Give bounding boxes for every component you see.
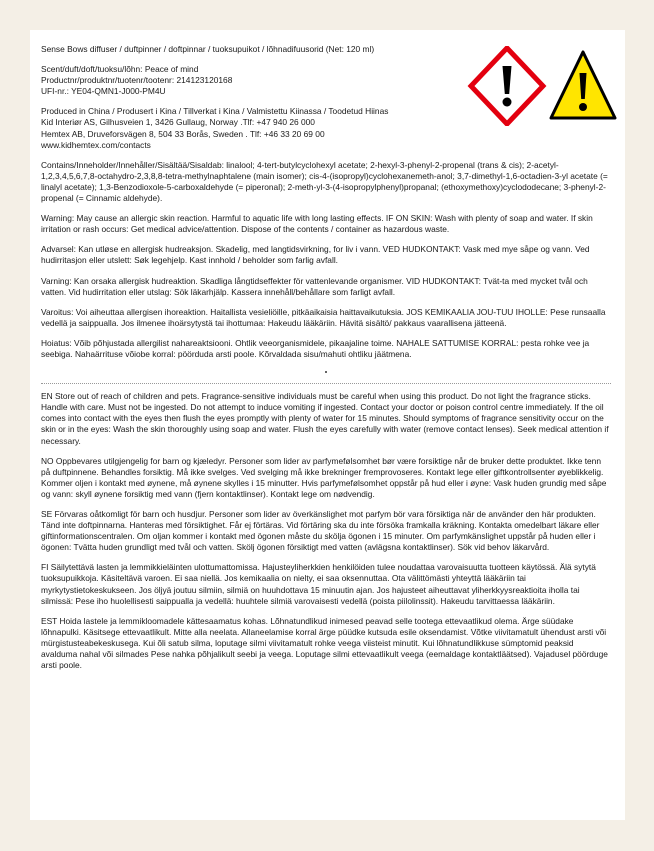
kid-address: Kid Interiør AS, Gilhusveien 1, 3426 Gullaug, Norway .Tlf: +47 940 26 000 [41, 117, 315, 128]
safety-fi: FI Säilytettävä lasten ja lemmikkieläinten ulottumattomissa. Hajusteyliherkkien henkilöiden tulee noudattaa varovaisuutta tuotteen käytössä. Älä sytytä tuoksupuikkoja. Käsiteltävä varoen. Ei saa niellä. Jos kemikaalia on nielty, ei saa oksennuttaa. Ota välittömästi yhteyttä lääkäriin tai myrkytystietokeskukseen. Jos öljyä joutuu silmiin, silmiä on huuhdottava 15 minuutin ajan. Jos hajusteet aiheuttavat yliherkkyysreaktioita iholla tai silmissä: Pese iho huolellisesti saippualla ja vedellä: huuhtele silmiä varovaisesti vedellä (poista piilolinssit). Hakeudu tarvittaessa lääkäriin. [41, 562, 596, 606]
contact-url: www.kidhemtex.com/contacts [41, 139, 151, 150]
warning-no: Advarsel: Kan utløse en allergisk hudreaksjon. Skadelig, med langtidsvirkning, for liv i vann. VED HUDKONTAKT: Vask med mye såpe og vann. Ved hudirritasjon eller utslett: Søk legehjelp. Kast innhold / beholder som farlig avfall. [41, 244, 590, 266]
product-label [30, 30, 625, 820]
hazard-pictograms [467, 46, 617, 126]
hemtex-address: Hemtex AB, Druveforsvägen 8, 504 33 Borås, Sweden . Tlf: +46 33 20 69 00 [41, 128, 325, 139]
warning-se: Varning: Kan orsaka allergisk hudreaktion. Skadliga långtidseffekter för vattenlevande organismer. VID HUDKONTAKT: Tvät-ta med mycket tvål och vatten. Vid hudirritation eller utslag: Sök läkarhjälp. Kassera innehåll/behållare som farligt avfall. [41, 275, 588, 297]
ufi-number: UFI-nr.: YE04-QMN1-J000-PM4U [41, 86, 166, 97]
safety-est: EST Hoida lastele ja lemmikloomadele kättesaamatus kohas. Lõhnatundlikud inimesed peavad selle tootega ettevaatlikud olema. Ärge süüdake lõhnapulki. Käsitsege ettevaatlikult. Mitte alla neelata. Allaneelamise korral ärge püüdke kutsuda esile oksendamist. Võtke viivitamatult ühendust arsti või mürgistusteabekeskusega. Kui õli satub silma, loputage silmi viivitamatult rohke veega viisteist minutit. Kui lõhnatundlikkuse sümptomid peaksid avalduma nahal või silmades Pese nahka põhjalikult seebi ja veega. Loputage silmi ettevaatlikult veega (eemaldage kontaktläätsed). Vajadusel pöörduge arsti poole. [41, 615, 608, 671]
safety-en: EN Store out of reach of children and pets. Fragrance-sensitive individuals must be careful when using this product. Do not light the fragrance sticks. Handle with care. Must not be ingested. Do not attempt to induce vomiting if ingested. Contact your doctor or poison control centre immediately. If the oil comes into contact with the eyes then flush the eyes promptly with plenty of water for 15 minutes. Should symptoms of fragrance sensitivity occur on the skin or in the eyes: Wash the skin thoroughly using soap and water. Flush the eyes carefully with water (remove contact lenses). Seek medical attention if necessary. [41, 391, 609, 446]
header-text [41, 44, 451, 151]
ingredients-list: Contains/Inneholder/Innehåller/Sisältää/Sisaldab: linalool; 4-tert-butylcyclohexyl acetate; 2-hexyl-3-phenyl-2-propenal (trans & cis); 2-acetyl-1,2,3,4,5,6,7,8-octahydro-2,3,8,8-tetra-methylnaphtalene (main isomer); cis-4-(isopropyl)cyclohexanemeth-anol; 3,7-dimethyl-1,6-octadien-3-yl acetate (= linalyl acetate); 1,3-Benzodioxole-5-carboxaldehyde (= piperonal); 2-meth-yl-3-(4-isopropylphenyl)propanal; (ethoxymethoxy)cyclododecane; 3-phenyl-2-propenal (= Cinnamic aldehyde). [41, 159, 608, 204]
origin-line: Produced in China / Produsert i Kina / Tillverkat i Kina / Valmistettu Kiinassa / Toodetud Hiinas [41, 106, 389, 117]
warning-en: Warning: May cause an allergic skin reaction. Harmful to aquatic life with long lasting effects. IF ON SKIN: Wash with plenty of soap and water. If skin irritation or rash occurs: Get medical advice/attention. Dispose of the contents / container as hazardous waste. [41, 213, 593, 235]
product-number: Productnr/produktnr/tuotenr/tootenr: 214123120168 [41, 75, 233, 86]
warning-est: Hoiatus: Võib põhjustada allergilist nahareaktsiooni. Ohtlik veeorganismidele, pikaajaline toime. NAHALE SATTUMISE KORRAL: pesta rohke vee ja seebiga. Nahaärrituse võiobe korral: pöörduda arsti poole. Kõrvaldada sisu/mahuti ohtliku jäätmena. [41, 337, 590, 359]
label-header [41, 44, 611, 151]
scent-line: Scent/duft/doft/tuoksu/lõhn: Peace of mind [41, 64, 199, 75]
manufacturer-info [41, 106, 451, 150]
safety-no: NO Oppbevares utilgjengelig for barn og kjæledyr. Personer som lider av parfymefølsomhet bør være forsiktige når de bruker dette produktet. Ikke tenn på duftpinnene. Behandles forsiktig. Må ikke svelges. Ved svelging må ikke brekninger fremprovoseres. Kontakt lege eller giftkontrollsenter øyeblikkelig. Kommer oljen i kontakt med øynene, må øynene skylles i 15 minutter. Hvis parfymefølsomhet oppstår på hud eller i øyne: Vask huden grundig med såpe og vann: skyll øynene forsiktig med vann (fjern kontaktlinser). Kontakt lege om nødvendig. [41, 455, 607, 499]
safety-se: SE Förvaras oåtkomligt för barn och husdjur. Personer som lider av överkänslighet mot parfym bör vara försiktiga när de använder den här produkten. Tänd inte doftpinnarna. Hanteras med försiktighet. Får ej förtäras. Vid förtäring ska du inte försöka framkalla kräkning. Kontakta omedelbart läkare eller giftinformationscentralen. Om oljan kommer i kontakt med ögonen måste du skölja ögonen i 15 minuter. Om parfymkänslighet uppstår på huden eller i ögonen: Tvätta huden grundligt med tvål och vatten. Skölj ögonen försiktigt med vatten (avlägsna kontaktlinser). Sök vid behov läkarvård. [41, 509, 600, 553]
warning-fi: Varoitus: Voi aiheuttaa allergisen ihoreaktion. Haitallista vesieliöille, pitkäaikaisia haittavaikutuksia. JOS KEMIKAALIA JOU-TUU IHOLLE: Pese runsaalla vedellä ja saippualla. Jos ilmenee ihoärsytystä tai ihottumaa: Hakeudu lääkäriin. Hävitä sisältö/ pakkaus vaarallisena jätteenä. [41, 306, 606, 328]
ghs07-exclamation-icon [471, 48, 543, 124]
section-divider [41, 383, 611, 384]
separator-dot [41, 365, 611, 376]
product-ids [41, 64, 451, 97]
product-title: Sense Bows diffuser / duftpinner / doftpinnar / tuoksupuikot / lõhnadifuusorid (Net: 120 ml) [41, 44, 375, 54]
warning-triangle-icon [551, 52, 615, 118]
